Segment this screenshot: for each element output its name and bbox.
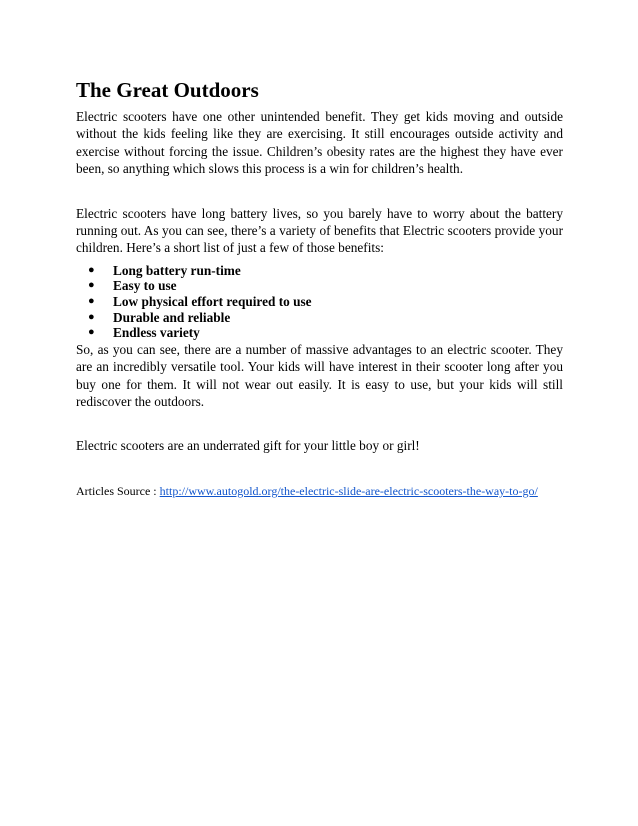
source-line [76,483,563,499]
bullet-icon: ● [88,263,95,276]
source-link[interactable]: http://www.autogold.org/the-electric-slide-are-electric-scooters-the-way-to-go/ [159,483,538,498]
paragraph-gift: Electric scooters are an underrated gift for your little boy or girl! [76,438,420,454]
page-title: The Great Outdoors [76,78,259,102]
bullet-icon: ● [88,295,95,308]
list-item [76,278,563,294]
paragraph-battery: Electric scooters have long battery lives, so you barely have to worry about the battery running out. As you can see, there’s a variety of benefits that Electric scooters provide your children. Here’s a short list of just a few of those benefits: [76,205,563,256]
spacer [76,410,563,437]
spacer [76,178,563,205]
list-item [76,310,563,326]
spacer [76,455,563,483]
bullet-icon: ● [88,310,95,323]
list-item [76,325,563,341]
bullet-icon: ● [88,279,95,292]
list-item-label: Easy to use [113,278,177,294]
list-item [76,294,563,310]
benefits-list [76,263,563,341]
paragraph-advantages: So, as you can see, there are a number of massive advantages to an electric scooter. They are an incredibly versatile tool. Your kids will have interest in their scooter long after you buy one for them. It will not wear out easily. It is easy to use, but your kids will still rediscover the outdoors. [76,341,563,410]
list-item-label: Low physical effort required to use [113,294,312,310]
list-item-label: Durable and reliable [113,309,231,325]
list-item [76,263,563,279]
paragraph-intro: Electric scooters have one other unintended benefit. They get kids moving and outside without the kids feeling like they are exercising. It still encourages outside activity and exercise without forcing the issue. Children’s obesity rates are the highest they have ever been, so anything which slows this process is a win for children’s health. [76,109,563,177]
bullet-icon: ● [88,326,95,339]
source-label: Articles Source : [76,483,160,498]
list-item-label: Endless variety [113,325,200,341]
document-page [76,78,563,499]
list-item-label: Long battery run-time [113,262,241,278]
